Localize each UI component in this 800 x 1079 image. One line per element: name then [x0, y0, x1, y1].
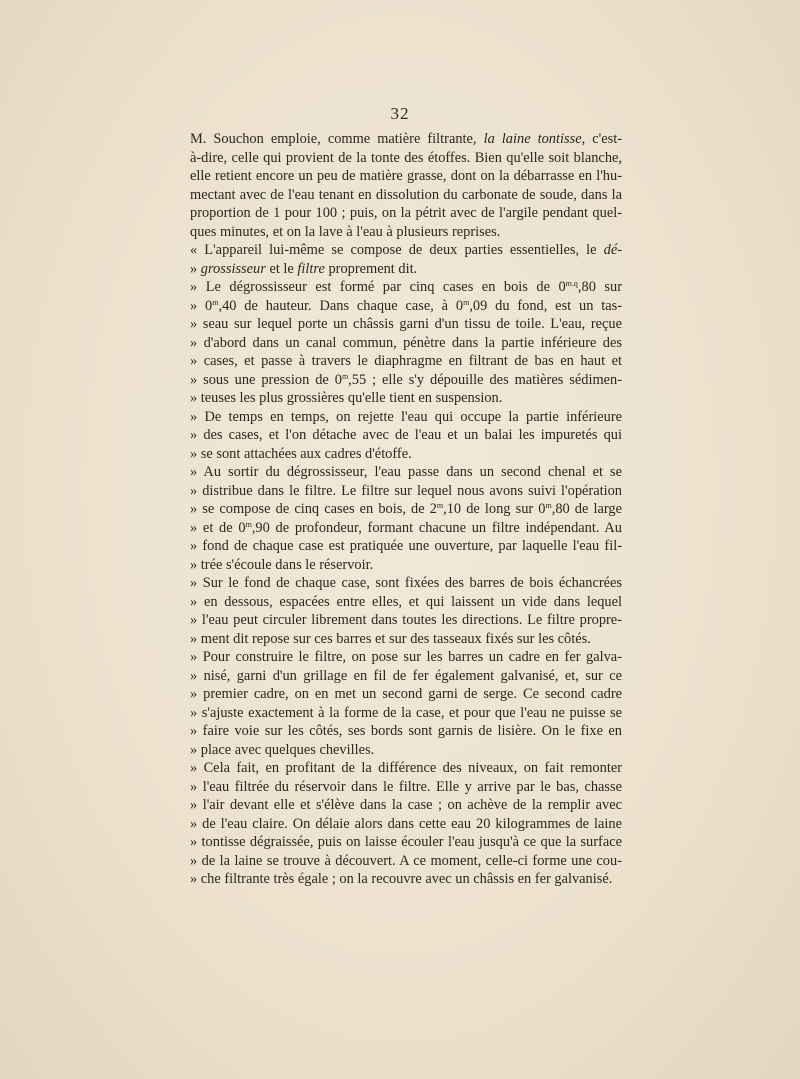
text-segment: » de la laine se trouve à découvert. A ce moment, celle-ci forme une cou-: [190, 852, 622, 869]
text-line: [190, 722, 622, 741]
italic-text: dé-: [603, 242, 622, 258]
text-segment: ques minutes, et on la lave à l'eau à plusieurs reprises.: [190, 223, 501, 240]
text-line: [190, 815, 622, 834]
text-line: [190, 334, 622, 353]
text-segment: » l'eau filtrée du réservoir dans le filtre. Elle y arrive par le bas, chasse: [190, 778, 622, 795]
text-line: [190, 611, 622, 630]
text-line: [190, 260, 622, 279]
text-line: [190, 574, 622, 593]
text-segment: » l'air devant elle et s'élève dans la case ; on achève de la remplir avec: [190, 797, 622, 813]
text-line: [190, 593, 622, 612]
text-segment: mectant avec de l'eau tenant en dissolution du carbonate de soude, dans la: [190, 186, 622, 203]
text-segment: » premier cadre, on en met un second garni de serge. Ce second cadre: [190, 686, 622, 702]
text-segment: » tontisse dégraissée, puis on laisse écouler l'eau jusqu'à ce que la surface: [190, 834, 622, 850]
text-segment: ,90 de profondeur, formant chacune un filtre indépendant. Au: [251, 519, 623, 536]
text-line: [190, 149, 622, 168]
text-segment: ,55 ; elle s'y dépouille des matières sédimen-: [348, 371, 623, 388]
text-line: [190, 389, 622, 408]
italic-text: la laine tontisse: [483, 131, 582, 147]
text-line: [190, 796, 622, 815]
superscript: m.q: [565, 279, 578, 288]
text-segment: » Au sortir du dégrossisseur, l'eau passe dans un second chenal et se: [190, 464, 622, 480]
text-line: [190, 223, 622, 242]
text-segment: » Le dégrossisseur est formé par cinq cases en bois de 0: [190, 279, 566, 295]
text-line: [190, 500, 622, 519]
text-line: [190, 648, 622, 667]
text-line: [190, 445, 622, 464]
text-segment: elle retient encore un peu de matière grasse, dont on la débarrasse en l'hu-: [190, 168, 622, 184]
text-line: [190, 315, 622, 334]
text-segment: ,80 sur: [577, 279, 622, 295]
text-segment: ,10 de long sur 0: [443, 501, 546, 517]
text-segment: » place avec quelques chevilles.: [190, 741, 375, 758]
text-line: [190, 426, 622, 445]
superscript: m: [545, 501, 552, 510]
text-line: [190, 204, 622, 223]
text-line: [190, 463, 622, 482]
text-segment: » cases, et passe à travers le diaphragme en filtrant de bas en haut et: [190, 353, 622, 369]
superscript: m: [463, 297, 470, 307]
text-segment: » Pour construire le filtre, on pose sur les barres un cadre en fer galva-: [190, 649, 622, 665]
text-segment: » sous une pression de 0: [190, 371, 342, 388]
text-segment: « L'appareil lui-même se compose de deux parties essentielles, le: [190, 242, 604, 258]
text-line: [190, 704, 622, 723]
text-line: [190, 556, 622, 575]
text-segment: » De temps en temps, on rejette l'eau qui occupe la partie inférieure: [190, 408, 622, 425]
text-segment: ,09 du fond, est un tas-: [469, 297, 622, 314]
text-segment: ,40 de hauteur. Dans chaque case, à 0: [218, 297, 464, 314]
text-line: [190, 371, 622, 390]
text-segment: proportion de 1 pour 100 ; puis, on la pétrit avec de l'argile pendant quel-: [190, 205, 622, 221]
text-segment: » s'ajuste exactement à la forme de la case, et pour que l'eau ne puisse se: [190, 704, 622, 721]
text-line: [190, 852, 622, 871]
superscript: m: [212, 297, 219, 307]
text-segment: » faire voie sur les côtés, ses bords sont garnis de lisière. On le fixe en: [190, 723, 622, 739]
text-line: [190, 352, 622, 371]
text-line: [190, 241, 622, 260]
text-segment: à-dire, celle qui provient de la tonte des étoffes. Bien qu'elle soit blanche,: [190, 149, 622, 166]
text-segment: » des cases, et l'on détache avec de l'eau et un balai les impuretés qui: [190, 427, 622, 443]
page-number: 32: [390, 104, 410, 123]
text-line: [190, 167, 622, 186]
text-line: [190, 630, 622, 649]
text-line: [190, 186, 622, 205]
text-line: [190, 778, 622, 797]
text-segment: » et de 0: [190, 519, 246, 536]
superscript: m: [245, 519, 252, 529]
text-segment: » nisé, garni d'un grillage en fil de fer également galvanisé, et, sur ce: [190, 667, 622, 684]
text-segment: » che filtrante très égale ; on la recouvre avec un châssis en fer galvanisé.: [190, 871, 613, 887]
text-segment: » d'abord dans un canal commun, pénètre dans la partie inférieure des: [190, 334, 622, 351]
text-line: [190, 278, 622, 297]
text-segment: ,80 de large: [551, 501, 622, 517]
text-line: [190, 297, 622, 316]
text-segment: » fond de chaque case est pratiquée une ouverture, par laquelle l'eau fil-: [190, 538, 622, 554]
superscript: m: [436, 501, 444, 510]
text-line: [190, 833, 622, 852]
text-segment: » se sont attachées aux cadres d'étoffe.: [190, 445, 412, 462]
text-segment: » l'eau peut circuler librement dans toutes les directions. Le filtre propre-: [190, 612, 622, 628]
text-segment: » de l'eau claire. On délaie alors dans cette eau 20 kilogrammes de laine: [190, 815, 622, 832]
text-line: [190, 759, 622, 778]
text-segment: » 0: [190, 297, 213, 314]
text-segment: »: [190, 260, 201, 277]
text-segment: M. Souchon emploie, comme matière filtrante,: [190, 131, 484, 147]
text-segment: , c'est-: [581, 131, 622, 147]
text-segment: » trée s'écoule dans le réservoir.: [190, 556, 374, 573]
text-line: [190, 408, 622, 427]
text-line: [190, 130, 622, 149]
text-segment: » se compose de cinq cases en bois, de 2: [190, 501, 437, 517]
text-line: [190, 482, 622, 501]
text-segment: » en dessous, espacées entre elles, et qui laissent un vide dans lequel: [190, 593, 622, 610]
text-segment: » teuses les plus grossières qu'elle tient en suspension.: [190, 390, 503, 406]
text-segment: proprement dit.: [324, 260, 418, 277]
text-segment: » Cela fait, en profitant de la différence des niveaux, on fait remonter: [190, 760, 622, 776]
italic-text: filtre: [297, 260, 325, 277]
text-line: [190, 519, 622, 538]
text-segment: et le: [265, 260, 298, 277]
text-segment: » seau sur lequel porte un châssis garni d'un tissu de toile. L'eau, reçue: [190, 316, 622, 332]
text-line: [190, 537, 622, 556]
body-text: [190, 130, 622, 889]
text-line: [190, 741, 622, 760]
text-line: [190, 667, 622, 686]
superscript: m: [341, 371, 349, 381]
text-line: [190, 870, 622, 889]
text-segment: » ment dit repose sur ces barres et sur des tasseaux fixés sur les côtés.: [190, 630, 591, 647]
italic-text: grossisseur: [200, 260, 266, 277]
text-segment: » distribue dans le filtre. Le filtre sur lequel nous avons suivi l'opération: [190, 482, 622, 499]
text-segment: » Sur le fond de chaque case, sont fixées des barres de bois échancrées: [190, 575, 622, 591]
text-line: [190, 685, 622, 704]
